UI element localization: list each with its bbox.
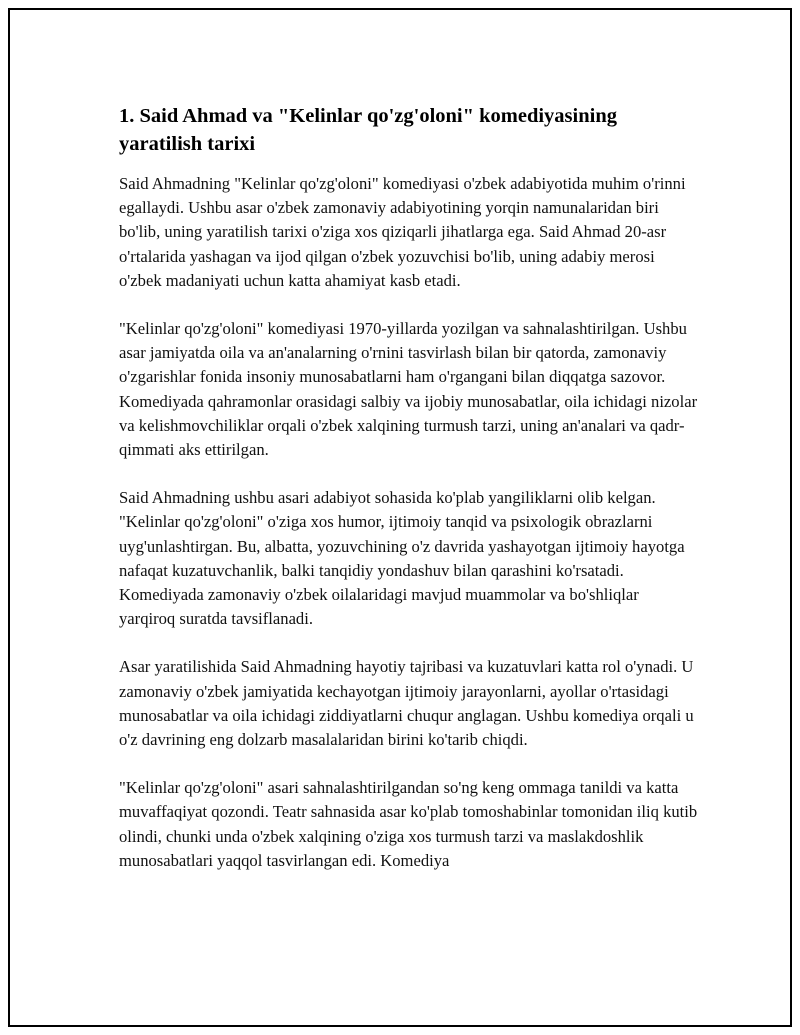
page-frame <box>8 8 792 1027</box>
paragraph-1: Said Ahmadning "Kelinlar qo'zg'oloni" komediyasi o'zbek adabiyotida muhim o'rinni egallaydi. Ushbu asar o'zbek zamonaviy adabiyotining yorqin namunalaridan biri bo'lib, uning yaratilish tarixi o'ziga xos qiziqarli jihatlarga ega. Said Ahmad 20-asr o'rtalarida yashagan va ijod qilgan o'zbek yozuvchisi bo'lib, uning adabiy merosi o'zbek madaniyati uchun katta ahamiyat kasb etadi. <box>119 174 686 290</box>
paragraph-3: Said Ahmadning ushbu asari adabiyot sohasida ko'plab yangiliklarni olib kelgan. "Kelinlar qo'zg'oloni" o'ziga xos humor, ijtimoiy tanqid va psixologik obrazlarni uyg'unlashtirgan. Bu, albatta, yozuvchining o'z davrida yashayotgan ijtimoiy hayotga nafaqat kuzatuvchanlik, balki tanqidiy yondashuv bilan qarashini ko'rsatadi. Komediyada zamonaviy o'zbek oilalaridagi mavjud muammolar va bo'shliqlar yarqiroq suratda tavsiflanadi. <box>119 488 685 629</box>
paragraph-5: "Kelinlar qo'zg'oloni" asari sahnalashtirilgandan so'ng keng ommaga tanildi va katta muvaffaqiyat qozondi. Teatr sahnasida asar ko'plab tomoshabinlar tomonidan iliq kutib olindi, chunki unda o'zbek xalqining o'ziga xos turmush tarzi va maslakdoshlik munosabatlari yaqqol tasvirlangan edi. Komediya <box>119 778 698 870</box>
document-body <box>119 102 699 873</box>
paragraph-4: Asar yaratilishida Said Ahmadning hayotiy tajribasi va kuzatuvlari katta rol o'ynadi. U zamonaviy o'zbek jamiyatida kechayotgan ijtimoiy jarayonlarni, ayollar o'rtasidagi munosabatlar va oila ichidagi ziddiyatlarni chuqur anglagan. Ushbu komediya orqali u o'z davrining eng dolzarb masalalaridan birini ko'tarib chiqdi. <box>119 657 694 750</box>
paragraph-2: "Kelinlar qo'zg'oloni" komediyasi 1970-yillarda yozilgan va sahnalashtirilgan. Ushbu asar jamiyatda oila va an'analarning o'rnini tasvirlash bilan bir qatorda, zamonaviy o'zgarishlar fonida insoniy munosabatlarni ham o'rgangani bilan diqqatga sazovor. Komediyada qahramonlar orasidagi salbiy va ijobiy munosabatlar, oila ichidagi nizolar va kelishmovchiliklar orqali o'zbek xalqining turmush tarzi, uning an'analari va qadr-qimmati aks ettirilgan. <box>119 319 698 460</box>
section-heading: 1. Said Ahmad va "Kelinlar qo'zg'oloni" komediyasining yaratilish tarixi <box>119 105 617 155</box>
